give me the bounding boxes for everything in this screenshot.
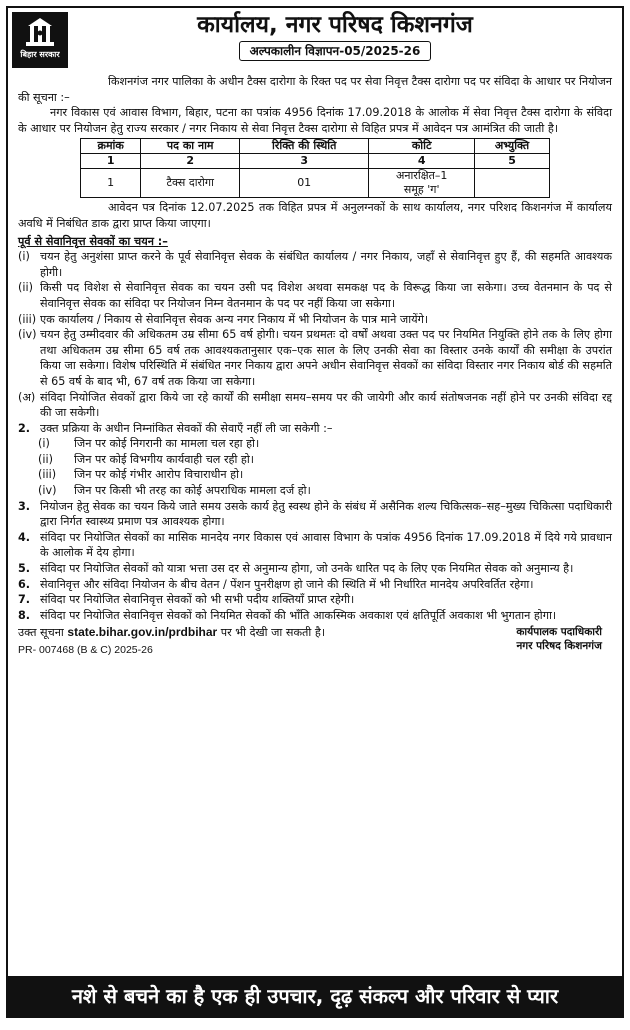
- item-text: एक कार्यालय / निकाय से सेवानिवृत्त सेवक अन्य नगर निकाय में भी नियोजन के पात्र माने जायेंगे।: [40, 312, 429, 326]
- list-item: [18, 561, 612, 577]
- item-number: 5.: [18, 562, 31, 576]
- list-item: [18, 390, 612, 421]
- sub-item-number: (iv): [38, 484, 57, 498]
- advertisement-number: अल्पकालीन विज्ञापन-05/2025-26: [239, 41, 432, 61]
- item-number: 3.: [18, 499, 31, 513]
- sub-item-text: जिन पर कोई निगरानी का मामला चल रहा हो।: [74, 437, 260, 451]
- website-prefix: उक्त सूचना: [18, 626, 64, 640]
- vacancy-cell: 01: [240, 169, 369, 198]
- list-item: [18, 327, 612, 389]
- item-text: संविदा नियोजित सेवकों द्वारा किये जा रहे कार्यों की समीक्षा समय–समय पर की जायेगी और कार्य संतोषजनक नहीं होने पर उनकी संविदा रद्द की जा सकेगी।: [40, 390, 612, 420]
- list-item: [18, 530, 612, 561]
- item-number: 2.: [18, 421, 31, 435]
- serial-cell: 1: [81, 169, 141, 198]
- signatory-block: [516, 625, 602, 658]
- table-header-row: [81, 139, 550, 154]
- column-number: 5: [475, 154, 550, 169]
- sub-item-number: (i): [38, 437, 50, 451]
- item-number: (ii): [18, 281, 33, 295]
- website-note: [18, 625, 325, 641]
- sub-item-text: जिन पर किसी भी तरह का कोई अपराधिक मामला दर्ज हो।: [74, 484, 311, 498]
- bihar-government-logo: [12, 12, 68, 68]
- sub-item-number: (iii): [38, 468, 57, 482]
- signatory-designation: कार्यपालक पदाधिकारी: [516, 626, 602, 639]
- list-item: [18, 249, 612, 280]
- item-number: 7.: [18, 593, 31, 607]
- item-text: संविदा पर नियोजित सेवानिवृत्त सेवकों को भी सभी पदीय शक्तियाँ प्राप्त रहेगी।: [40, 593, 355, 607]
- footer-row: [18, 625, 612, 658]
- column-number: 2: [141, 154, 240, 169]
- item-number: (i): [18, 250, 30, 264]
- notice-body: [8, 72, 622, 659]
- item-number: 6.: [18, 577, 31, 591]
- selection-heading: पूर्व से सेवानिवृत्त सेवकों का चयन :–: [18, 234, 168, 248]
- column-number: 1: [81, 154, 141, 169]
- list-item: [18, 577, 612, 593]
- category-line-2: समूह 'ग': [403, 183, 440, 197]
- slogan-banner: नशे से बचने का है एक ही उपचार, दृढ़ संकल्प और परिवार से प्यार: [8, 976, 622, 1016]
- logo-text: बिहार सरकार: [20, 50, 60, 59]
- office-title: कार्यालय, नगर परिषद किशनगंज: [197, 12, 473, 38]
- header: [8, 8, 622, 72]
- table-header: क्रमांक: [81, 139, 141, 154]
- emblem-icon: [22, 16, 58, 50]
- advertisement-page: [6, 6, 624, 1018]
- sub-item-text: जिन पर कोई गंभीर आरोप विचाराधीन हो।: [74, 468, 244, 482]
- item-text: संविदा पर नियोजित सेवानिवृत्त सेवकों को नियमित सेवकों की भाँति आकस्मिक अवकाश एवं क्षतिपूर्ति अवकाश भी भुगतान होगा।: [40, 608, 557, 622]
- notice-intro: नगर विकास एवं आवास विभाग, बिहार, पटना का पत्रांक 4956 दिनांक 17.09.2018 के आलोक में सेवा निवृत्त टैक्स दारोगा के संविदा के आधार पर नियोजन हेतु राज्य सरकार / नगर निकाय से सेवा निवृत्त टैक्स दारोगा से विहित प्रपत्र में आवेदन पत्र आमंत्रित की जाती है।: [18, 106, 612, 135]
- list-item: [18, 499, 612, 530]
- list-item: [18, 608, 612, 624]
- item-number: (iv): [18, 328, 37, 342]
- item-number: (iii): [18, 312, 37, 326]
- signatory-office: नगर परिषद किशनगंज: [516, 640, 602, 653]
- notice-heading: किशनगंज नगर पालिका के अधीन टैक्स दारोगा के रिक्त पद पर सेवा निवृत्त टैक्स दारोगा पद पर संविदा के आधार पर नियोजन की सूचना :–: [18, 75, 612, 104]
- item-number: 4.: [18, 530, 31, 544]
- pr-number: PR- 007468 (B & C) 2025-26: [18, 644, 153, 656]
- list-item: [18, 312, 612, 328]
- website-link[interactable]: state.bihar.gov.in/prdbihar: [67, 625, 218, 640]
- list-item: [18, 280, 612, 311]
- item-text: चयन हेतु उम्मीदवार की अधिकतम उम्र सीमा 65 वर्ष होगी। चयन प्रथमतः दो वर्षों अथवा उक्त पद पर नियमित नियुक्ति होने तक के लिए होगा तथा अधिकतम उम्र सीमा 65 वर्ष तक आवश्यकतानुसार एक–एक साल के लिए उनकी सेवा का विस्तार उनके कार्यों की समीक्षा के उपरांत किया जा सकेगा। विशेष परिस्थिति में संबंधित नगर निकाय द्वारा अपने अधीन सेवानिवृत्त सेवकों का संविदा विस्तार नगर निकाय बोर्ड की सहमति से 65 वर्ष के बाद भी, 67 वर्ष तक किया जा सकेगा।: [40, 328, 612, 388]
- table-header: रिक्ति की स्थिति: [240, 139, 369, 154]
- application-note: आवेदन पत्र दिनांक 12.07.2025 तक विहित प्रपत्र में अनुलग्नकों के साथ कार्यालय, नगर परिशद किशनगंज में कार्यालय अवधि में निबंधित डाक द्वारा प्राप्त किया जाएगा।: [18, 201, 612, 230]
- table-header: अभ्युक्ति: [475, 139, 550, 154]
- vacancy-table: [80, 138, 550, 198]
- website-suffix: पर भी देखी जा सकती है।: [220, 626, 326, 640]
- item-text: सेवानिवृत्त और संविदा नियोजन के बीच वेतन / पेंशन पुनरीक्षण हो जाने की स्थिति में भी निर्धारित मानदेय अपरिवर्तित रहेगा।: [40, 577, 534, 591]
- sub-item-number: (ii): [38, 452, 53, 466]
- table-header: पद का नाम: [141, 139, 240, 154]
- column-number: 4: [369, 154, 475, 169]
- sub-list-item: [18, 483, 612, 499]
- list-item: [18, 592, 612, 608]
- sub-list-item: [18, 436, 612, 452]
- sub-list-item: [18, 452, 612, 468]
- category-line-1: अनारक्षित–1: [396, 169, 448, 183]
- table-header: कोटि: [369, 139, 475, 154]
- post-name-cell: टैक्स दारोगा: [141, 169, 240, 198]
- remark-cell: [475, 169, 550, 198]
- item-text: संविदा पर नियोजित सेवकों का मासिक मानदेय नगर विकास एवं आवास विभाग के पत्रांक 4956 दिनांक 17.09.2018 में दिये गये प्रावधान के आलोक में देय होगा।: [40, 530, 612, 560]
- item-text: नियोजन हेतु सेवक का चयन किये जाते समय उसके कार्य हेतु स्वस्थ होने के संबंध में असैनिक शल्य चिकित्सक–सह–मुख्य चिकित्सा पदाधिकारी द्वारा निर्गत स्वास्थ्य प्रमाण पत्र आवश्यक होगा।: [40, 499, 612, 529]
- item-text: चयन हेतु अनुशंसा प्राप्त करने के पूर्व सेवानिवृत्त सेवक के संबंधित कार्यालय / नगर निकाय, जहाँ से सेवानिवृत्त हुए हैं, की सहमति आवश्यक होगी।: [40, 250, 612, 279]
- item-number: (अ): [18, 390, 36, 404]
- sub-item-text: जिन पर कोई विभगीय कार्यवाही चल रही हो।: [74, 452, 254, 466]
- column-number: 3: [240, 154, 369, 169]
- list-item: [18, 421, 612, 437]
- sub-list-item: [18, 467, 612, 483]
- item-text: संविदा पर नियोजित सेवकों को यात्रा भत्ता उस दर से अनुमान्य होगा, जो उनके धारित पद के लिए एक नियमित सेवक को अनुमान्य है।: [40, 562, 574, 576]
- table-column-number-row: [81, 154, 550, 169]
- item-text: उक्त प्रक्रिया के अधीन निम्नांकित सेवकों की सेवाएँ नहीं ली जा सकेगी :–: [40, 421, 333, 435]
- category-cell: [369, 169, 475, 198]
- item-text: किसी पद विशेश से सेवानिवृत्त सेवक का चयन उसी पद विशेश अथवा समकक्ष पद के विरूद्ध किया जा सकेगा। उच्च वेतनमान के पद से सेवानिवृत्त सेवक का संविदा पर नियोजन निम्न वेतनमान के पद पर नहीं किया जा सकेगा।: [40, 281, 612, 310]
- item-number: 8.: [18, 608, 31, 622]
- table-row: [81, 169, 550, 198]
